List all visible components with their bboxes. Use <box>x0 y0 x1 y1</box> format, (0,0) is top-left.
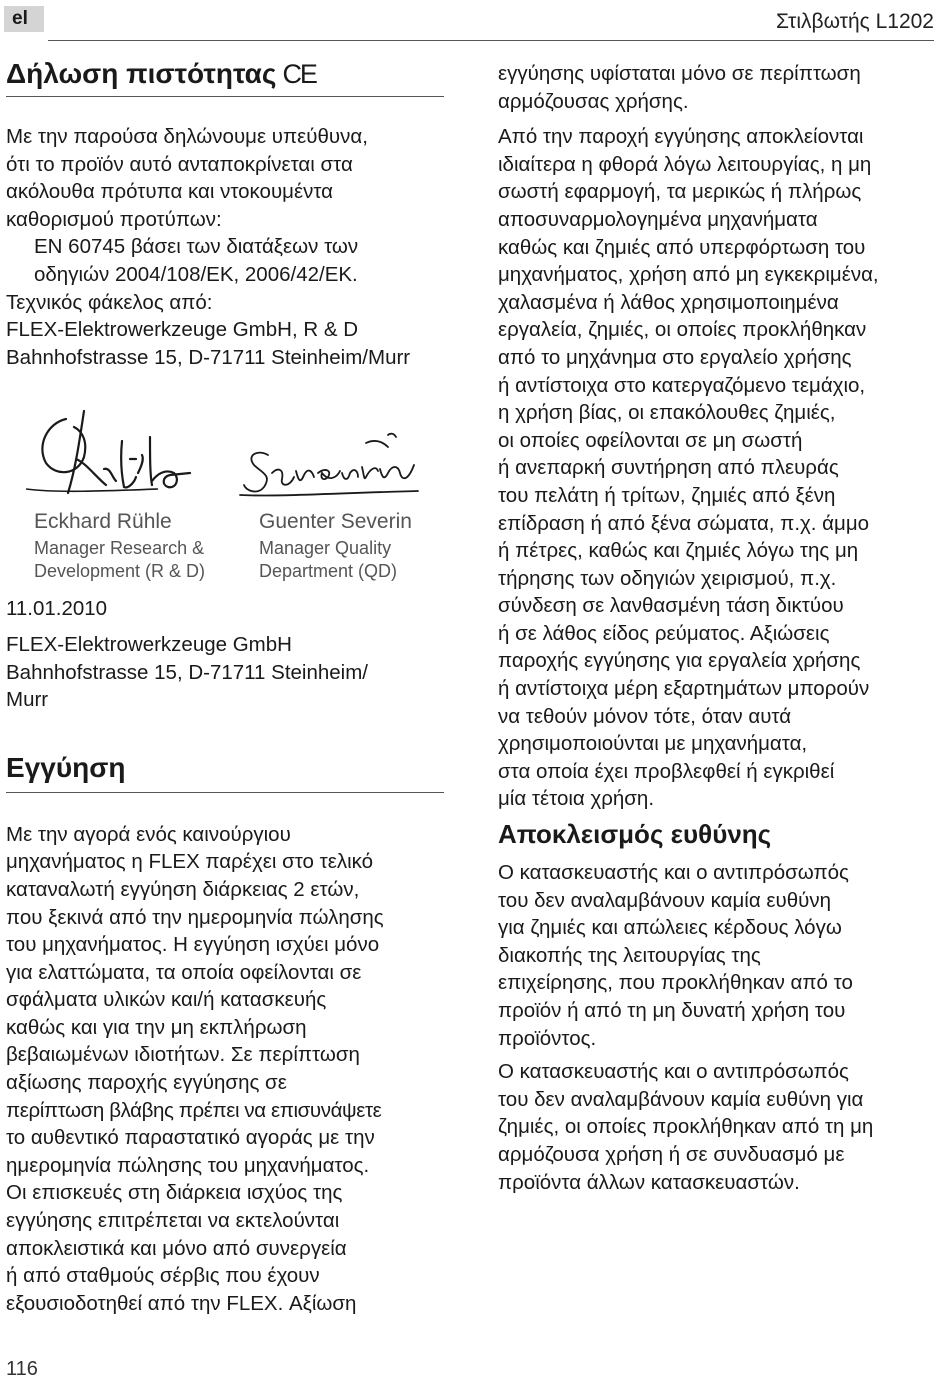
liability-line: για ζημιές και απώλειες κέρδους λόγω <box>498 916 842 940</box>
standard-line: EN 60745 βάσει των διατάξεων των <box>34 235 359 259</box>
exclusion-line: να τεθούν μόνον τότε, όταν αυτά <box>498 704 792 728</box>
declaration-heading: Δήλωση πιστότητας CE <box>6 56 444 97</box>
intro-line: ότι το προϊόν αυτό ανταποκρίνεται στα <box>6 152 353 176</box>
exclusion-line: σωστή εφαρμογή, τα μερικώς ή πλήρως <box>498 180 862 204</box>
warranty-line: αρμόζουσας χρήσης. <box>498 89 689 113</box>
warranty-line: Οι επισκευές στη διάρκεια ισχύος της <box>6 1181 343 1205</box>
liability-line: του δεν αναλαμβάνουν καμία ευθύνη <box>498 888 831 912</box>
exclusion-line: του πελάτη ή τρίτων, ζημιές από ξένη <box>498 483 836 507</box>
warranty-line: εγγύησης υφίσταται μόνο σε περίπτωση <box>498 62 861 85</box>
warranty-line: σφάλματα υλικών και/ή κατασκευής <box>6 988 327 1012</box>
signature-block <box>6 381 444 617</box>
document-title: Στιλβωτής L1202 <box>776 10 934 33</box>
signatory-role: Manager Quality <box>259 538 392 559</box>
page-number: 116 <box>6 1358 38 1380</box>
liability-line: του δεν αναλαμβάνουν καμία ευθύνη για <box>498 1087 864 1111</box>
exclusion-line: οι οποίες οφείλονται σε μη σωστή <box>498 428 803 452</box>
warranty-line: ή από σταθμούς σέρβις που έχουν <box>6 1264 320 1288</box>
declaration-date: 11.01.2010 <box>6 597 108 621</box>
exclusion-line: χρησιμοποιούνται με μηχανήματα, <box>498 732 808 756</box>
header-rule <box>48 40 934 41</box>
exclusion-line: ή ανεπαρκή συντήρηση από πλευράς <box>498 456 839 480</box>
liability-line: προϊόν ή από τη μη δυνατή χρήση του <box>498 999 846 1022</box>
exclusion-line: ή αντίστοιχα στο κατεργαζόμενο τεμάχιο, <box>498 373 866 397</box>
warranty-line: εξουσιοδοτηθεί από την FLEX. Αξίωση <box>6 1291 357 1315</box>
exclusion-line: η χρήση βίας, οι επακόλουθες ζημιές, <box>498 401 836 425</box>
exclusion-line: ή πέτρες, καθώς και ζημιές λόγω της μη <box>498 539 859 563</box>
liability-paragraph-1 <box>498 859 938 1052</box>
declaration-intro <box>6 123 444 371</box>
warranty-line: καθώς και για την μη εκπλήρωση <box>6 1015 307 1039</box>
tech-file-line: Τεχνικός φάκελος από: <box>6 290 213 314</box>
liability-line: ζημιές, οι οποίες προκλήθηκαν από τη μη <box>498 1115 874 1139</box>
company-line: Bahnhofstrasse 15, D-71711 Steinheim/ <box>6 660 369 684</box>
liability-line: επιχείρησης, που προκλήθηκαν από το <box>498 971 853 995</box>
liability-paragraph-2 <box>498 1058 938 1196</box>
warranty-line: μηχανήματος η FLEX παρέχει στο τελικό <box>6 850 374 874</box>
language-badge: el <box>4 6 44 32</box>
exclusion-line: ή αντίστοιχα μέρη εξαρτημάτων μπορούν <box>498 677 870 701</box>
exclusion-line: ιδιαίτερα η φθορά λόγω λειτουργίας, η μη <box>498 152 872 176</box>
warranty-line: αξίωσης παροχής εγγύησης σε <box>6 1071 287 1095</box>
liability-heading: Αποκλεισμός ευθύνης <box>498 819 772 850</box>
warranty-heading: Εγγύηση <box>6 750 444 793</box>
standard-line: οδηγιών 2004/108/ΕΚ, 2006/42/ΕΚ. <box>34 262 358 286</box>
signature-ruehle-image <box>26 397 196 501</box>
signatory-role: Manager Research & <box>34 538 205 559</box>
warranty-line: για ελαττώματα, τα οποία οφείλονται σε <box>6 960 362 984</box>
exclusion-line: από το μηχάνημα στο εργαλείο χρήσης <box>498 345 852 369</box>
exclusion-line: Από την παροχή εγγύησης αποκλείονται <box>498 125 864 149</box>
warranty-line: αποκλειστικά και μόνο από συνεργεία <box>6 1236 347 1260</box>
liability-line: Ο κατασκευαστής και ο αντιπρόσωπός <box>498 1060 849 1084</box>
exclusion-line: τήρησης των οδηγιών χειρισμού, π.χ. <box>498 566 837 590</box>
exclusion-line: εργαλεία, ζημιές, οι οποίες προκλήθηκαν <box>498 318 867 342</box>
company-line: FLEX-Elektrowerkzeuge GmbH <box>6 632 292 656</box>
liability-line: προϊόντος. <box>498 1026 597 1050</box>
intro-line: ακόλουθα πρότυπα και ντοκουμέντα <box>6 180 334 204</box>
liability-line: αρμόζουσα χρήση ή σε συνδυασμό με <box>498 1142 845 1166</box>
warranty-line: που ξεκινά από την ημερομηνία πώλησης <box>6 905 384 929</box>
warranty-line: περίπτωση βλάβης πρέπει να επισυνάψετε <box>6 1098 382 1122</box>
exclusion-line: ή σε λάθος είδος ρεύματος. Αξιώσεις <box>498 621 830 645</box>
signatory-role: Department (QD) <box>259 561 398 582</box>
exclusion-line: σύνδεση σε λανθασμένη τάση δικτύου <box>498 594 844 618</box>
exclusion-line: μία τέτοια χρήση. <box>498 787 655 811</box>
signatory-name: Eckhard Rühle <box>34 510 172 534</box>
liability-line: Ο κατασκευαστής και ο αντιπρόσωπός <box>498 861 849 885</box>
exclusion-line: χαλασμένα ή λάθος χρησιμοποιημένα <box>498 290 839 314</box>
signature-severin-image <box>238 415 438 515</box>
exclusion-line: μηχανήματος, χρήση από μη εγκεκριμένα, <box>498 263 879 287</box>
warranty-line: ημερομηνία πώλησης του μηχανήματος. <box>6 1153 370 1177</box>
warranty-line: εγγύησης επιτρέπεται να εκτελούνται <box>6 1209 340 1233</box>
company-line: Murr <box>6 688 49 712</box>
warranty-line: Με την αγορά ενός καινούργιου <box>6 822 291 846</box>
exclusion-line: αποσυναρμολογημένα μηχανήματα <box>498 207 818 231</box>
warranty-line: βεβαιωμένων ιδιοτήτων. Σε περίπτωση <box>6 1043 360 1067</box>
warranty-exclusions <box>498 123 938 813</box>
ce-mark-icon: CE <box>282 59 316 89</box>
exclusion-line: στα οποία έχει προβλεφθεί ή εγκριθεί <box>498 759 835 783</box>
warranty-line: το αυθεντικό παραστατικό αγοράς με την <box>6 1126 375 1150</box>
signatory-name: Guenter Severin <box>259 510 412 534</box>
exclusion-line: επίδραση ή από ξένα σώματα, π.χ. άμμο <box>498 511 870 535</box>
exclusion-line: παροχής εγγύησης για εργαλεία χρήσης <box>498 649 861 673</box>
right-column <box>498 60 938 1196</box>
warranty-line: καταναλωτή εγγύηση διάρκειας 2 ετών, <box>6 877 360 901</box>
signatory-role: Development (R & D) <box>34 561 206 582</box>
intro-line: καθορισμού προτύπων: <box>6 207 222 231</box>
exclusion-line: καθώς και ζημιές από υπερφόρτωση του <box>498 235 866 259</box>
liability-line: διακοπής της λειτουργίας της <box>498 943 761 967</box>
tech-file-line: Bahnhofstrasse 15, D-71711 Steinheim/Murr <box>6 345 411 369</box>
tech-file-line: FLEX-Elektrowerkzeuge GmbH, R & D <box>6 318 359 342</box>
liability-line: προϊόντα άλλων κατασκευαστών. <box>498 1170 800 1194</box>
warranty-line: του μηχανήματος. Η εγγύηση ισχύει μόνο <box>6 933 380 957</box>
intro-line: Με την παρούσα δηλώνουμε υπεύθυνα, <box>6 125 368 148</box>
warranty-text <box>6 821 444 1318</box>
left-column <box>6 56 444 1317</box>
